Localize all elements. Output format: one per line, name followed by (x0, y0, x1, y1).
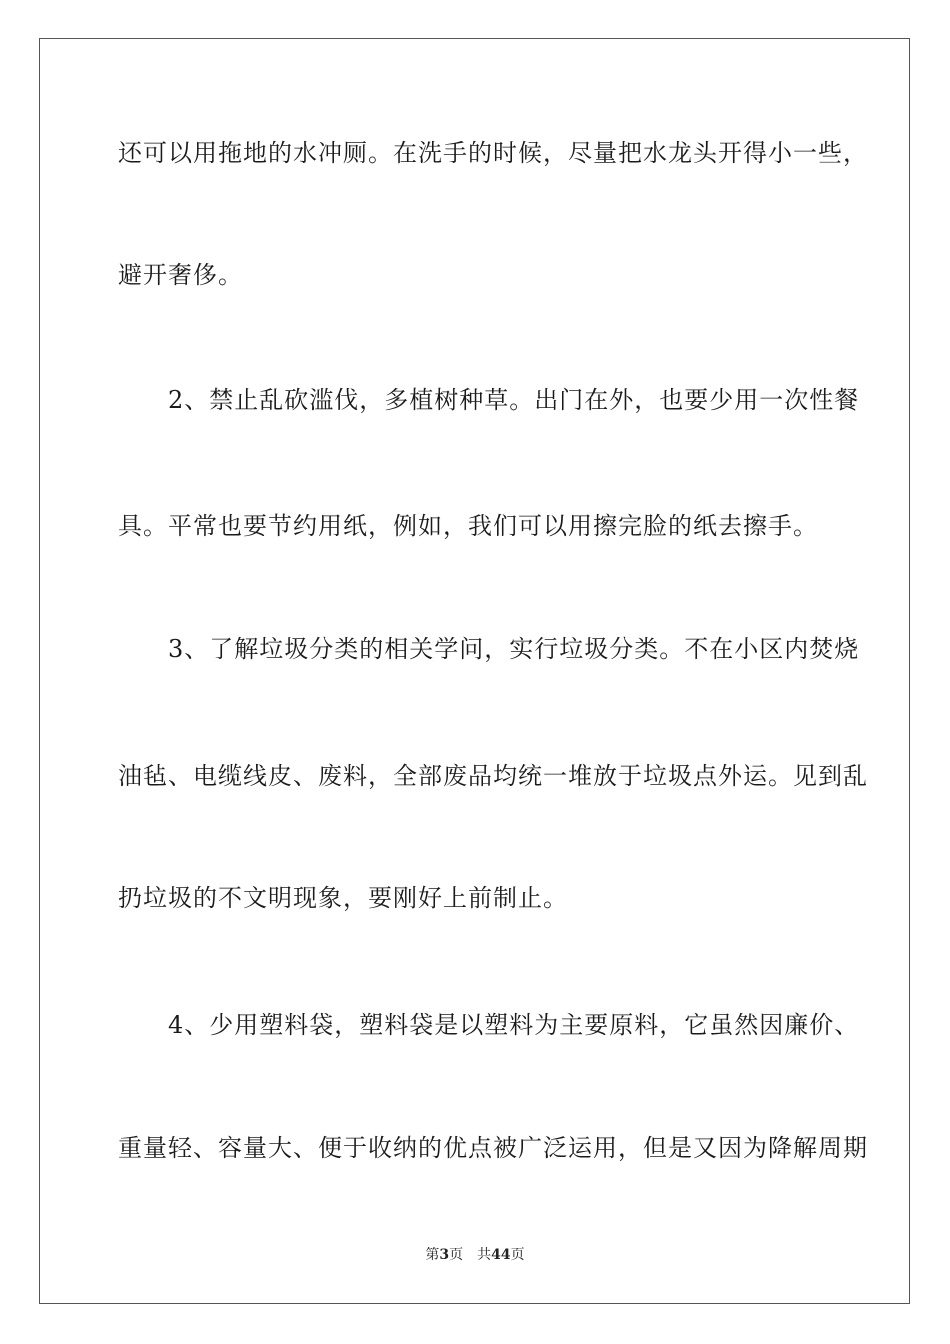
footer-total-prefix: 共 (477, 1247, 492, 1263)
footer-total-pages: 44 (491, 1247, 511, 1263)
page-border (39, 38, 910, 1304)
body-line-5: 3、了解垃圾分类的相关学问，实行垃圾分类。不在小区内焚烧 (118, 635, 860, 663)
footer-page-prefix: 第 (425, 1247, 440, 1263)
body-line-1: 还可以用拖地的水冲厕。在洗手的时候，尽量把水龙头开得小一些， (118, 139, 868, 167)
footer-total-suffix: 页 (510, 1247, 525, 1263)
body-line-4: 具。平常也要节约用纸，例如，我们可以用擦完脸的纸去擦手。 (118, 512, 818, 540)
footer-page-suffix: 页 (449, 1247, 464, 1263)
body-line-2: 避开奢侈。 (118, 261, 243, 289)
body-line-8: 4、少用塑料袋，塑料袋是以塑料为主要原料，它虽然因廉价、 (118, 1011, 860, 1039)
body-line-9: 重量轻、容量大、便于收纳的优点被广泛运用，但是又因为降解周期 (118, 1134, 868, 1162)
page-footer (0, 1245, 950, 1265)
body-line-7: 扔垃圾的不文明现象，要刚好上前制止。 (118, 884, 568, 912)
footer-page-number: 3 (439, 1247, 450, 1263)
body-line-6: 油毡、电缆线皮、废料，全部废品均统一堆放于垃圾点外运。见到乱 (118, 762, 868, 790)
body-line-3: 2、禁止乱砍滥伐，多植树种草。出门在外，也要少用一次性餐 (118, 386, 860, 414)
